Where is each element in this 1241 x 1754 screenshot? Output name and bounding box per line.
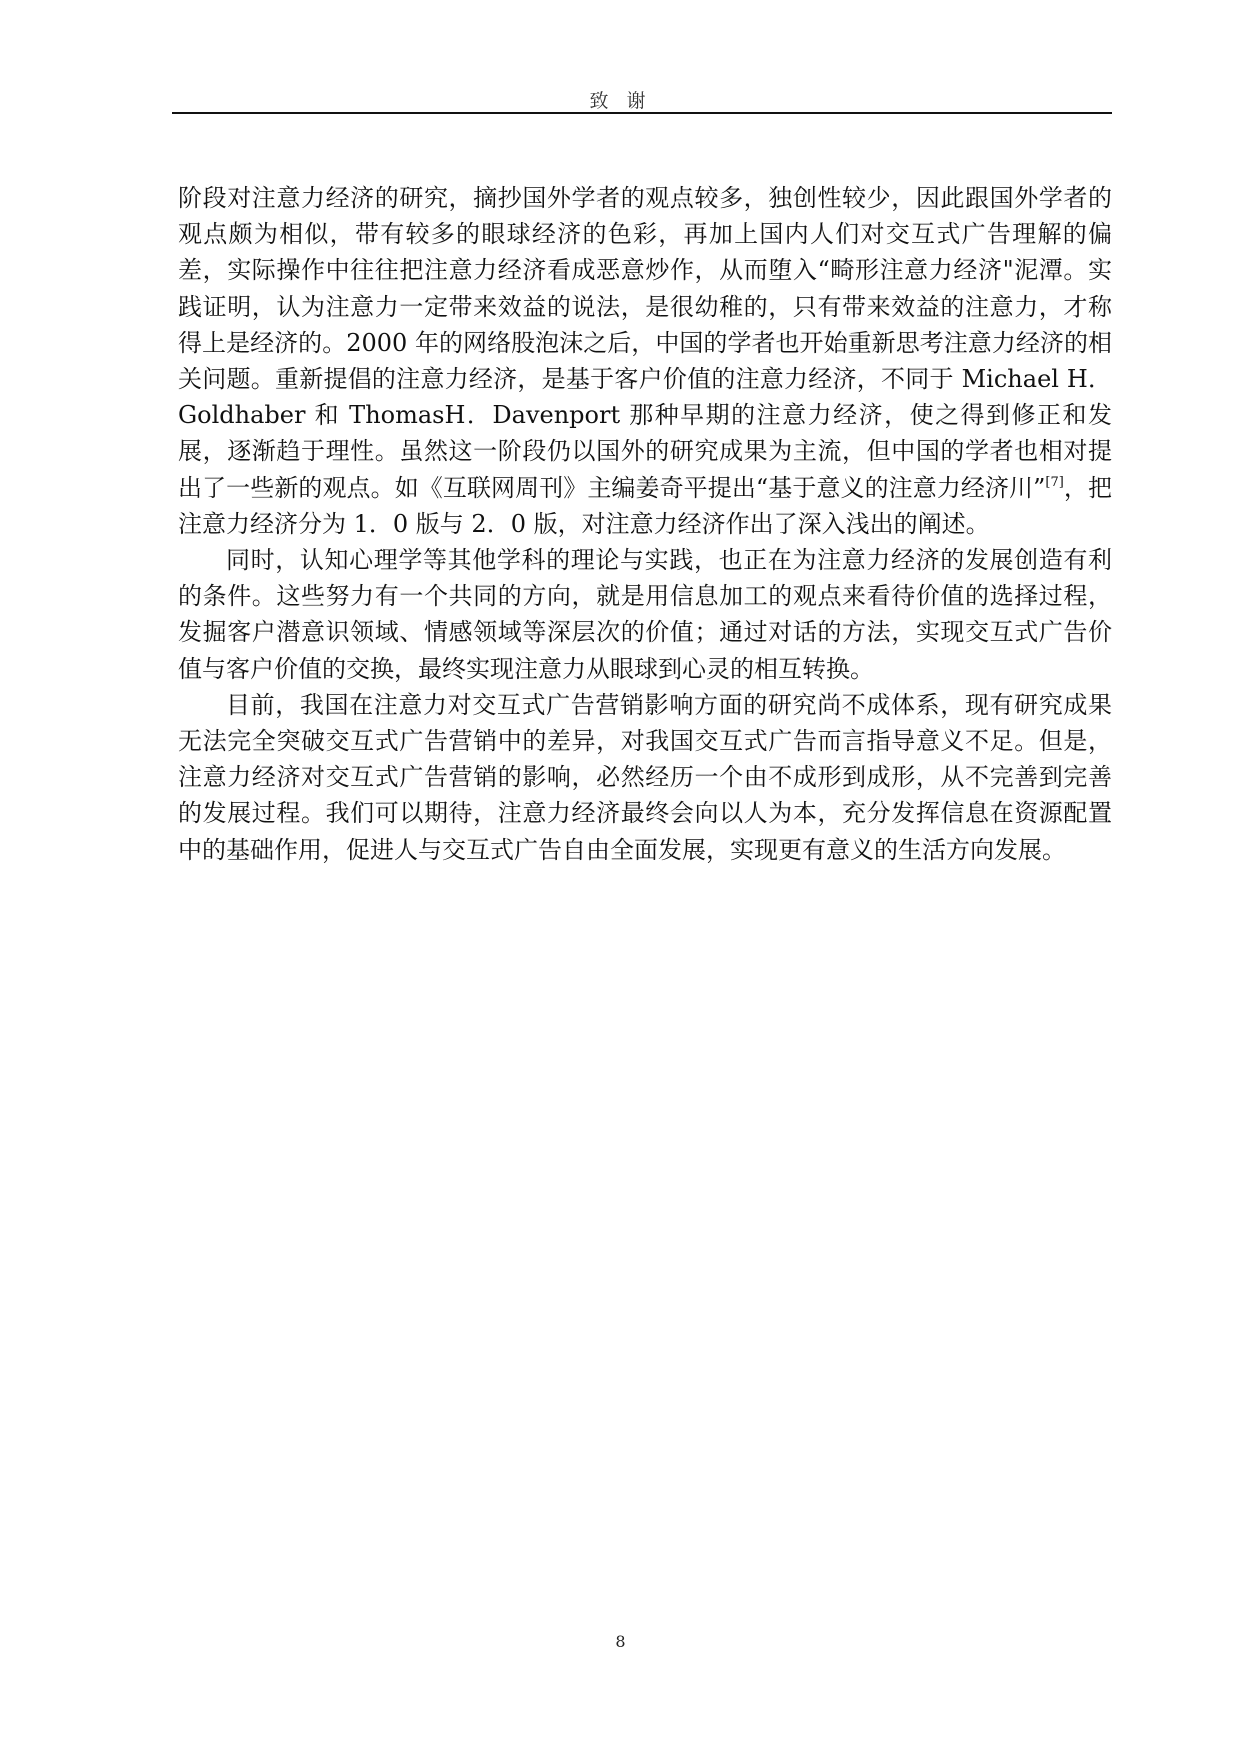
- paragraph-text: ，把注意力经济分为 1．0 版与 2．0 版，对注意力经济作出了深入浅出的阐述。: [178, 473, 1113, 538]
- citation-reference: [7]: [1045, 474, 1064, 490]
- running-header-title: 致 谢: [589, 90, 652, 112]
- paragraph-text: 阶段对注意力经济的研究，摘抄国外学者的观点较多，独创性较少，因此跟国外学者的观点颇为相似，带有较多的眼球经济的色彩，再加上国内人们对交互式广告理解的偏差，实际操作中往往把注意力经济看成恶意炒作，从而堕入“畸形注意力经济"泥潭。实践证明，认为注意力一定带来效益的说法，是很幼稚的，只有带来效益的注意力，才称得上是经济的。2000 年的网络股泡沫之后，中国的学者也开始重新思考注意力经济的相关问题。重新提倡的注意力经济，是基于客户价值的注意力经济，不同于 Michael H．Goldhaber 和 ThomasH．Davenport 那种早期的注意力经济，使之得到修正和发展，逐渐趋于理性。虽然这一阶段仍以国外的研究成果为主流，但中国的学者也相对提出了一些新的观点。如《互联网周刊》主编姜奇平提出“基于意义的注意力经济川”: [178, 184, 1112, 502]
- body-text: [178, 180, 1112, 868]
- page-number: 8: [615, 1632, 626, 1651]
- paragraph-continued: [178, 180, 1112, 542]
- paragraph: 目前，我国在注意力对交互式广告营销影响方面的研究尚不成体系，现有研究成果无法完全突破交互式广告营销中的差异，对我国交互式广告而言指导意义不足。但是，注意力经济对交互式广告营销的影响，必然经历一个由不成形到成形，从不完善到完善的发展过程。我们可以期待，注意力经济最终会向以人为本，充分发挥信息在资源配置中的基础作用，促进人与交互式广告自由全面发展，实现更有意义的生活方向发展。: [178, 690, 1112, 864]
- paragraph: 同时，认知心理学等其他学科的理论与实践，也正在为注意力经济的发展创造有利的条件。这些努力有一个共同的方向，就是用信息加工的观点来看待价值的选择过程，发掘客户潜意识领域、情感领域等深层次的价值；通过对话的方法，实现交互式广告价值与客户价值的交换，最终实现注意力从眼球到心灵的相互转换。: [178, 546, 1112, 683]
- header-divider: [172, 112, 1112, 114]
